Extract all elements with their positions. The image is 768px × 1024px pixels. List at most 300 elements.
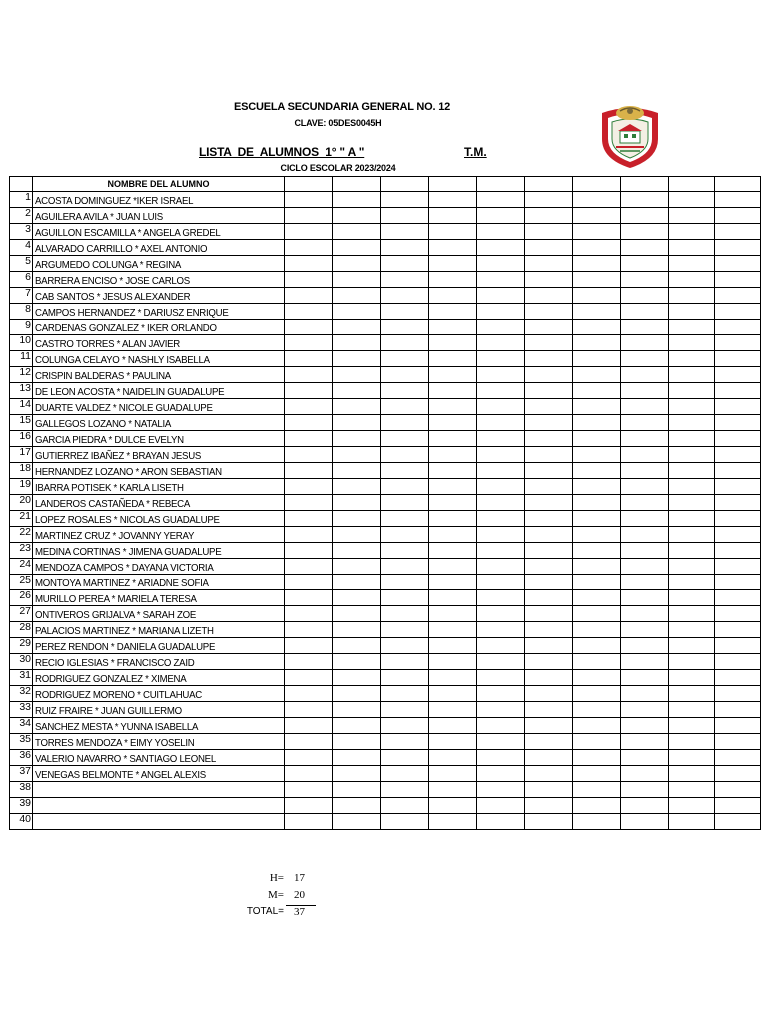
grade-cell bbox=[621, 622, 669, 638]
row-number: 8 bbox=[10, 303, 33, 319]
grade-cell bbox=[381, 686, 429, 702]
grade-cell bbox=[715, 797, 761, 813]
grade-cell bbox=[285, 558, 333, 574]
grade-cell bbox=[525, 558, 573, 574]
grade-cell bbox=[621, 510, 669, 526]
grade-cell bbox=[621, 526, 669, 542]
grade-cell bbox=[669, 399, 715, 415]
table-row bbox=[10, 462, 761, 478]
student-name bbox=[33, 303, 285, 319]
grade-cell bbox=[621, 717, 669, 733]
row-number: 1 bbox=[10, 192, 33, 208]
grade-cell bbox=[715, 813, 761, 829]
grade-cell bbox=[333, 749, 381, 765]
student-name bbox=[33, 319, 285, 335]
grade-cell bbox=[715, 223, 761, 239]
grade-cell bbox=[669, 383, 715, 399]
grade-cell bbox=[285, 239, 333, 255]
grade-cell bbox=[621, 271, 669, 287]
student-name bbox=[33, 192, 285, 208]
table-row bbox=[10, 654, 761, 670]
grade-cell bbox=[285, 638, 333, 654]
table-row bbox=[10, 733, 761, 749]
grade-cell bbox=[669, 207, 715, 223]
grade-cell bbox=[477, 192, 525, 208]
grade-cell bbox=[381, 749, 429, 765]
grade-cell bbox=[429, 415, 477, 431]
grade-cell bbox=[285, 702, 333, 718]
grade-cell bbox=[429, 526, 477, 542]
row-number: 37 bbox=[10, 765, 33, 781]
student-name bbox=[33, 797, 285, 813]
grade-cell bbox=[381, 670, 429, 686]
grade-cell bbox=[429, 367, 477, 383]
student-name bbox=[33, 574, 285, 590]
grade-cell bbox=[429, 494, 477, 510]
grade-cell bbox=[429, 670, 477, 686]
grade-cell bbox=[285, 686, 333, 702]
grade-cell bbox=[429, 717, 477, 733]
grade-cell bbox=[573, 462, 621, 478]
grade-cell bbox=[333, 702, 381, 718]
grade-cell bbox=[429, 622, 477, 638]
table-row bbox=[10, 526, 761, 542]
grade-cell bbox=[429, 431, 477, 447]
grade-cell bbox=[333, 733, 381, 749]
student-name-text: CASTRO TORRES * ALAN JAVIER bbox=[35, 338, 181, 351]
grade-cell bbox=[525, 478, 573, 494]
student-name bbox=[33, 383, 285, 399]
row-number: 3 bbox=[10, 223, 33, 239]
grade-cell bbox=[573, 431, 621, 447]
grade-cell bbox=[669, 733, 715, 749]
table-row bbox=[10, 415, 761, 431]
grade-cell bbox=[715, 303, 761, 319]
row-number: 16 bbox=[10, 431, 33, 447]
grade-cell bbox=[669, 654, 715, 670]
grade-cell bbox=[715, 319, 761, 335]
grade-cell bbox=[525, 526, 573, 542]
grade-cell bbox=[525, 287, 573, 303]
grade-cell bbox=[525, 654, 573, 670]
grade-cell bbox=[381, 622, 429, 638]
grade-cell bbox=[285, 749, 333, 765]
grade-cell bbox=[669, 255, 715, 271]
grade-cell bbox=[715, 606, 761, 622]
grade-cell bbox=[669, 686, 715, 702]
grade-cell bbox=[715, 431, 761, 447]
grade-cell bbox=[429, 638, 477, 654]
student-name-text: CRISPIN BALDERAS * PAULINA bbox=[35, 370, 171, 383]
student-name-text: SANCHEZ MESTA * YUNNA ISABELLA bbox=[35, 720, 199, 733]
grade-cell bbox=[333, 590, 381, 606]
grade-cell bbox=[715, 558, 761, 574]
student-name bbox=[33, 670, 285, 686]
grade-cell bbox=[477, 207, 525, 223]
grade-cell bbox=[285, 654, 333, 670]
grade-cell bbox=[525, 192, 573, 208]
grade-cell bbox=[381, 431, 429, 447]
grade-cell bbox=[669, 638, 715, 654]
grade-cell bbox=[381, 207, 429, 223]
grade-cell bbox=[477, 271, 525, 287]
grade-cell bbox=[715, 494, 761, 510]
grade-cell bbox=[429, 447, 477, 463]
student-roster-table bbox=[9, 176, 761, 830]
grade-cell bbox=[669, 494, 715, 510]
table-row bbox=[10, 383, 761, 399]
grade-cell bbox=[669, 239, 715, 255]
grade-cell bbox=[525, 686, 573, 702]
grade-cell bbox=[381, 303, 429, 319]
student-name bbox=[33, 335, 285, 351]
grade-cell bbox=[573, 638, 621, 654]
grade-cell bbox=[621, 749, 669, 765]
grade-cell bbox=[525, 271, 573, 287]
student-name bbox=[33, 686, 285, 702]
grade-cell bbox=[525, 749, 573, 765]
table-row bbox=[10, 813, 761, 829]
grade-cell bbox=[669, 271, 715, 287]
shift-label: T.M. bbox=[464, 145, 487, 159]
student-name-text: PALACIOS MARTINEZ * MARIANA LIZETH bbox=[35, 625, 214, 638]
grade-cell bbox=[669, 367, 715, 383]
grade-cell bbox=[477, 462, 525, 478]
student-name-text: ONTIVEROS GRIJALVA * SARAH ZOE bbox=[35, 609, 196, 622]
grade-cell bbox=[669, 558, 715, 574]
row-number: 23 bbox=[10, 542, 33, 558]
student-name-text: PEREZ RENDON * DANIELA GUADALUPE bbox=[35, 641, 216, 654]
grade-cell bbox=[477, 733, 525, 749]
grade-cell bbox=[573, 670, 621, 686]
grade-cell bbox=[429, 335, 477, 351]
student-name-text: LOPEZ ROSALES * NICOLAS GUADALUPE bbox=[35, 513, 220, 526]
grade-cell bbox=[429, 510, 477, 526]
grade-cell bbox=[715, 383, 761, 399]
grade-cell bbox=[477, 510, 525, 526]
grade-cell bbox=[525, 335, 573, 351]
grade-cell bbox=[381, 478, 429, 494]
grade-cell bbox=[715, 654, 761, 670]
school-code: CLAVE: 05DES0045H bbox=[294, 118, 382, 128]
grade-cell bbox=[285, 287, 333, 303]
grade-cell bbox=[573, 622, 621, 638]
grade-cell bbox=[573, 526, 621, 542]
grade-cell bbox=[429, 606, 477, 622]
grade-cell bbox=[525, 622, 573, 638]
grade-cell bbox=[715, 415, 761, 431]
grade-cell bbox=[669, 478, 715, 494]
table-row bbox=[10, 447, 761, 463]
student-name bbox=[33, 399, 285, 415]
grade-cell bbox=[429, 303, 477, 319]
grade-cell bbox=[715, 702, 761, 718]
row-number: 19 bbox=[10, 478, 33, 494]
grade-cell bbox=[477, 431, 525, 447]
student-name-text: COLUNGA CELAYO * NASHLY ISABELLA bbox=[35, 354, 210, 367]
table-row bbox=[10, 207, 761, 223]
grade-cell bbox=[285, 765, 333, 781]
grade-cell bbox=[333, 717, 381, 733]
grade-cell bbox=[669, 717, 715, 733]
school-cycle: CICLO ESCOLAR 2023/2024 bbox=[280, 163, 396, 173]
row-number: 20 bbox=[10, 494, 33, 510]
table-row bbox=[10, 542, 761, 558]
grade-cell bbox=[429, 654, 477, 670]
table-row bbox=[10, 319, 761, 335]
grade-cell bbox=[573, 303, 621, 319]
grade-cell bbox=[573, 558, 621, 574]
grade-cell bbox=[621, 797, 669, 813]
grade-cell bbox=[285, 622, 333, 638]
grade-cell bbox=[381, 447, 429, 463]
grade-cell bbox=[525, 702, 573, 718]
grade-cell bbox=[477, 542, 525, 558]
grade-cell bbox=[285, 319, 333, 335]
grade-cell bbox=[285, 447, 333, 463]
grade-cell bbox=[333, 638, 381, 654]
grade-cell bbox=[715, 192, 761, 208]
grade-cell bbox=[333, 303, 381, 319]
table-header-row bbox=[10, 177, 761, 192]
grade-cell bbox=[381, 510, 429, 526]
grade-cell bbox=[333, 239, 381, 255]
grade-cell bbox=[715, 717, 761, 733]
row-number: 10 bbox=[10, 335, 33, 351]
grade-cell bbox=[621, 383, 669, 399]
grade-cell bbox=[669, 319, 715, 335]
grade-cell bbox=[621, 462, 669, 478]
grade-cell bbox=[477, 415, 525, 431]
row-number: 4 bbox=[10, 239, 33, 255]
grade-cell bbox=[477, 303, 525, 319]
grade-cell bbox=[573, 207, 621, 223]
grade-cell bbox=[477, 255, 525, 271]
grade-cell bbox=[621, 255, 669, 271]
grade-cell bbox=[715, 271, 761, 287]
student-name-text: MARTINEZ CRUZ * JOVANNY YERAY bbox=[35, 529, 195, 542]
grade-cell bbox=[285, 797, 333, 813]
grade-cell bbox=[285, 574, 333, 590]
grade-cell bbox=[525, 431, 573, 447]
grade-cell bbox=[285, 462, 333, 478]
student-name bbox=[33, 622, 285, 638]
grade-cell bbox=[477, 574, 525, 590]
grade-cell bbox=[621, 399, 669, 415]
grade-cell bbox=[573, 606, 621, 622]
row-number: 12 bbox=[10, 367, 33, 383]
grade-cell bbox=[477, 670, 525, 686]
student-name bbox=[33, 510, 285, 526]
grade-cell bbox=[381, 319, 429, 335]
student-name bbox=[33, 813, 285, 829]
grade-cell bbox=[621, 813, 669, 829]
grade-cell bbox=[525, 813, 573, 829]
table-row bbox=[10, 478, 761, 494]
row-number: 28 bbox=[10, 622, 33, 638]
student-name-text: DUARTE VALDEZ * NICOLE GUADALUPE bbox=[35, 402, 213, 415]
grade-cell bbox=[429, 702, 477, 718]
row-number: 2 bbox=[10, 207, 33, 223]
grade-cell bbox=[715, 510, 761, 526]
student-name-text: GARCIA PIEDRA * DULCE EVELYN bbox=[35, 434, 184, 446]
row-number: 26 bbox=[10, 590, 33, 606]
table-row bbox=[10, 590, 761, 606]
grade-cell bbox=[525, 415, 573, 431]
grade-cell bbox=[285, 192, 333, 208]
grade-cell bbox=[285, 255, 333, 271]
grade-cell bbox=[573, 223, 621, 239]
grade-cell bbox=[429, 255, 477, 271]
grade-cell bbox=[573, 367, 621, 383]
grade-cell bbox=[715, 239, 761, 255]
row-number: 22 bbox=[10, 526, 33, 542]
table-row bbox=[10, 702, 761, 718]
school-shield-icon bbox=[598, 103, 662, 169]
grade-cell bbox=[429, 733, 477, 749]
grade-cell bbox=[285, 383, 333, 399]
grade-cell bbox=[715, 367, 761, 383]
table-row bbox=[10, 287, 761, 303]
grade-cell bbox=[525, 239, 573, 255]
grade-cell bbox=[573, 510, 621, 526]
h-label: H= bbox=[269, 872, 284, 884]
grade-cell bbox=[477, 383, 525, 399]
student-name bbox=[33, 702, 285, 718]
grade-cell bbox=[381, 558, 429, 574]
grade-cell bbox=[525, 447, 573, 463]
student-name bbox=[33, 478, 285, 494]
grade-cell bbox=[525, 797, 573, 813]
grade-cell bbox=[429, 287, 477, 303]
student-name bbox=[33, 223, 285, 239]
student-name bbox=[33, 781, 285, 797]
grade-cell bbox=[333, 335, 381, 351]
grade-cell bbox=[477, 558, 525, 574]
grade-cell bbox=[573, 797, 621, 813]
student-name-text: DE LEON ACOSTA * NAIDELIN GUADALUPE bbox=[35, 386, 225, 399]
grade-cell bbox=[285, 303, 333, 319]
grade-cell bbox=[621, 367, 669, 383]
student-name-text: TORRES MENDOZA * EIMY YOSELIN bbox=[35, 736, 195, 749]
grade-cell bbox=[525, 510, 573, 526]
grade-cell bbox=[429, 271, 477, 287]
grade-cell bbox=[621, 431, 669, 447]
table-row bbox=[10, 271, 761, 287]
table-row bbox=[10, 670, 761, 686]
grade-cell bbox=[573, 239, 621, 255]
grade-cell bbox=[477, 590, 525, 606]
grade-cell bbox=[669, 415, 715, 431]
row-number: 25 bbox=[10, 574, 33, 590]
student-name bbox=[33, 462, 285, 478]
student-name bbox=[33, 239, 285, 255]
grade-cell bbox=[669, 781, 715, 797]
student-name bbox=[33, 351, 285, 367]
grade-cell bbox=[477, 447, 525, 463]
student-name-text: RODRIGUEZ MORENO * CUITLAHUAC bbox=[35, 689, 202, 701]
grade-cell bbox=[285, 223, 333, 239]
list-title: LISTA DE ALUMNOS 1° " A " bbox=[199, 145, 365, 159]
row-number: 39 bbox=[10, 797, 33, 813]
table-row bbox=[10, 399, 761, 415]
grade-cell bbox=[333, 654, 381, 670]
row-number: 38 bbox=[10, 781, 33, 797]
grade-cell bbox=[429, 813, 477, 829]
row-number: 14 bbox=[10, 399, 33, 415]
grade-cell bbox=[285, 478, 333, 494]
student-name-text: MENDOZA CAMPOS * DAYANA VICTORIA bbox=[35, 561, 214, 574]
grade-cell bbox=[381, 733, 429, 749]
grade-cell bbox=[285, 367, 333, 383]
grade-cell bbox=[525, 367, 573, 383]
grade-cell bbox=[333, 686, 381, 702]
row-number: 30 bbox=[10, 654, 33, 670]
grade-cell bbox=[381, 223, 429, 239]
table-row bbox=[10, 351, 761, 367]
student-name-text: VALERIO NAVARRO * SANTIAGO LEONEL bbox=[35, 752, 216, 765]
grade-cell bbox=[525, 733, 573, 749]
student-name-text: MONTOYA MARTINEZ * ARIADNE SOFIA bbox=[35, 577, 209, 590]
grade-cell bbox=[669, 542, 715, 558]
grade-cell bbox=[285, 606, 333, 622]
grade-cell bbox=[525, 351, 573, 367]
grade-cell bbox=[381, 287, 429, 303]
grade-cell bbox=[381, 192, 429, 208]
grade-cell bbox=[477, 654, 525, 670]
student-name-text: AGUILERA AVILA * JUAN LUIS bbox=[35, 210, 163, 223]
student-name-text: LANDEROS CASTAÑEDA * REBECA bbox=[35, 497, 191, 510]
grade-cell bbox=[285, 431, 333, 447]
grade-cell bbox=[669, 702, 715, 718]
grade-cell bbox=[715, 255, 761, 271]
grade-cell bbox=[715, 622, 761, 638]
grade-cell bbox=[573, 351, 621, 367]
grade-cell bbox=[285, 399, 333, 415]
grade-cell bbox=[285, 207, 333, 223]
student-name-text: CARDENAS GONZALEZ * IKER ORLANDO bbox=[35, 322, 217, 335]
grade-cell bbox=[477, 686, 525, 702]
grade-cell bbox=[715, 526, 761, 542]
grade-cell bbox=[669, 797, 715, 813]
grade-cell bbox=[573, 415, 621, 431]
student-name bbox=[33, 255, 285, 271]
row-number: 40 bbox=[10, 813, 33, 829]
row-number: 9 bbox=[10, 319, 33, 335]
student-name bbox=[33, 287, 285, 303]
grade-cell bbox=[525, 399, 573, 415]
grade-cell bbox=[621, 192, 669, 208]
grade-cell bbox=[525, 494, 573, 510]
grade-cell bbox=[429, 478, 477, 494]
grade-cell bbox=[715, 447, 761, 463]
grade-cell bbox=[429, 223, 477, 239]
student-name-text: VENEGAS BELMONTE * ANGEL ALEXIS bbox=[35, 768, 206, 781]
grade-cell bbox=[429, 462, 477, 478]
grade-cell bbox=[477, 638, 525, 654]
row-number: 13 bbox=[10, 383, 33, 399]
row-number: 15 bbox=[10, 415, 33, 431]
student-name bbox=[33, 733, 285, 749]
grade-cell bbox=[333, 223, 381, 239]
grade-cell bbox=[381, 383, 429, 399]
grade-cell bbox=[381, 590, 429, 606]
student-name bbox=[33, 207, 285, 223]
grade-cell bbox=[381, 574, 429, 590]
table-row bbox=[10, 510, 761, 526]
grade-cell bbox=[525, 717, 573, 733]
grade-cell bbox=[525, 638, 573, 654]
